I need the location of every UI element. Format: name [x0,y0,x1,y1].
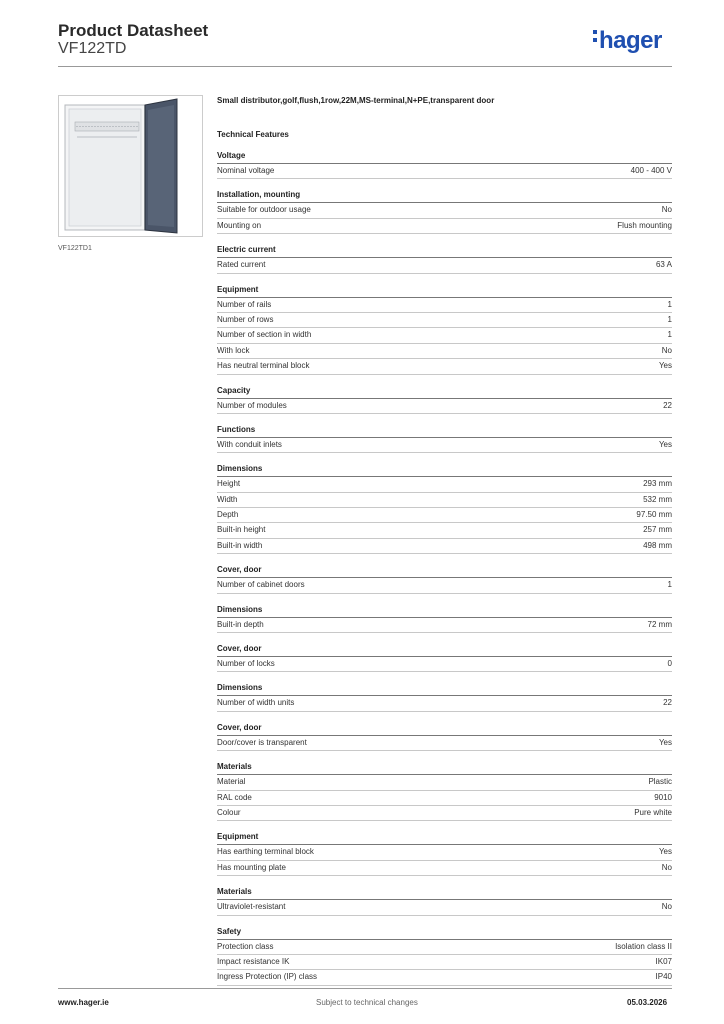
section-title: Voltage [217,150,672,164]
section-title: Equipment [217,831,672,845]
spec-value: 532 mm [643,494,672,504]
spec-value: Pure white [634,807,672,817]
spec-value: No [661,862,672,872]
spec-label: With lock [217,345,250,355]
spec-row [217,493,672,508]
spec-label: Built-in depth [217,619,264,629]
spec-label: Width [217,494,238,504]
spec-section [217,831,672,876]
spec-row [217,578,672,593]
spec-row [217,845,672,860]
header-divider [58,66,672,67]
spec-section [217,244,672,273]
spec-value: Isolation class II [615,941,672,951]
spec-row [217,900,672,915]
spec-value: 498 mm [643,540,672,550]
spec-value: Flush mounting [617,220,672,230]
spec-section [217,643,672,672]
footer-notice: Subject to technical changes [316,998,418,1007]
spec-label: Nominal voltage [217,166,275,175]
section-title: Dimensions [217,463,672,477]
section-title: Cover, door [217,722,672,736]
section-title: Installation, mounting [217,189,672,203]
spec-label: Mounting on [217,220,262,230]
spec-section [217,564,672,593]
spec-row [217,219,672,234]
spec-row [217,438,672,453]
spec-section [217,886,672,915]
spec-value: IP40 [655,972,672,982]
spec-sections [217,150,672,986]
spec-label: Depth [217,510,239,520]
spec-label: Number of section in width [217,330,312,340]
spec-row [217,791,672,806]
spec-row [217,164,672,179]
spec-row [217,618,672,633]
spec-section [217,761,672,821]
features-heading: Technical Features [217,130,289,139]
spec-value: Plastic [648,777,672,787]
distribution-board-icon [59,96,202,236]
section-title: Safety [217,926,672,940]
spec-value: Yes [658,361,672,371]
spec-value: No [661,902,672,912]
spec-label: Has neutral terminal block [217,361,310,371]
spec-row [217,940,672,955]
spec-row [217,775,672,790]
hager-logo [593,27,662,55]
spec-value: Yes [658,847,672,857]
spec-value: 97.50 mm [636,510,672,520]
spec-row [217,328,672,343]
footer-website[interactable]: www.hager.ie [58,998,109,1007]
spec-row [217,258,672,273]
spec-value: 9010 [654,792,672,802]
section-title: Cover, door [217,643,672,657]
spec-row [217,539,672,554]
spec-section [217,189,672,234]
spec-label: With conduit inlets [217,439,282,449]
page-title: Product Datasheet [58,21,209,40]
spec-row [217,970,672,985]
spec-value: 400 - 400 V [630,166,672,175]
spec-value: No [661,345,672,355]
spec-label: Built-in width [217,540,263,550]
spec-label: Door/cover is transparent [217,737,307,747]
spec-value: 1 [667,299,672,309]
spec-label: Number of rows [217,314,274,324]
spec-section [217,722,672,751]
spec-row [217,657,672,672]
spec-label: Has mounting plate [217,862,286,872]
spec-value: IK07 [655,956,672,966]
spec-row [217,508,672,523]
spec-section [217,604,672,633]
section-title: Materials [217,886,672,900]
section-title: Electric current [217,244,672,258]
spec-section [217,682,672,711]
image-caption: VF122TD1 [58,245,92,252]
spec-value: 293 mm [643,479,672,489]
spec-row [217,313,672,328]
spec-label: Built-in height [217,525,266,535]
spec-row [217,344,672,359]
section-title: Equipment [217,284,672,298]
logo-text: hager [599,27,662,54]
spec-row [217,736,672,751]
spec-row [217,955,672,970]
spec-row [217,399,672,414]
product-image [58,95,203,237]
spec-section [217,926,672,986]
spec-label: Suitable for outdoor usage [217,205,311,215]
spec-label: Material [217,777,246,787]
spec-label: Has earthing terminal block [217,847,314,857]
spec-value: 1 [667,580,672,590]
spec-label: Number of width units [217,698,295,708]
spec-content [217,95,672,996]
spec-value: Yes [658,737,672,747]
spec-label: Number of rails [217,299,272,309]
section-title: Dimensions [217,604,672,618]
spec-row [217,298,672,313]
spec-value: 72 mm [647,619,672,629]
spec-row [217,806,672,821]
spec-value: 22 [663,400,672,410]
section-title: Dimensions [217,682,672,696]
spec-label: Height [217,479,241,489]
product-code: VF122TD [58,40,127,57]
spec-value: 0 [667,659,672,669]
spec-label: Impact resistance IK [217,956,290,966]
spec-section [217,284,672,375]
spec-value: 1 [667,314,672,324]
spec-value: 257 mm [643,525,672,535]
spec-value: 63 A [655,260,672,270]
spec-row [217,477,672,492]
spec-label: Number of cabinet doors [217,580,305,590]
spec-section [217,385,672,414]
spec-value: Yes [658,439,672,449]
spec-row [217,203,672,218]
spec-value: 1 [667,330,672,340]
product-description: Small distributor,golf,flush,1row,22M,MS-terminal,N+PE,transparent door [217,96,495,105]
section-title: Cover, door [217,564,672,578]
spec-label: Protection class [217,941,274,951]
spec-value: No [661,205,672,215]
logo-colon-icon [593,27,599,46]
footer-divider [58,988,672,989]
spec-row [217,861,672,876]
spec-label: Number of modules [217,400,287,410]
spec-section [217,424,672,453]
spec-label: Number of locks [217,659,275,669]
spec-label: Ingress Protection (IP) class [217,972,318,982]
spec-label: Colour [217,807,241,817]
section-title: Materials [217,761,672,775]
spec-row [217,359,672,374]
spec-value: 22 [663,698,672,708]
spec-label: RAL code [217,792,252,802]
section-title: Functions [217,424,672,438]
spec-label: Rated current [217,260,266,270]
spec-section [217,150,672,179]
section-title: Capacity [217,385,672,399]
spec-row [217,523,672,538]
spec-row [217,696,672,711]
spec-section [217,463,672,554]
footer-date: 05.03.2026 [627,998,668,1007]
spec-label: Ultraviolet-resistant [217,902,286,912]
